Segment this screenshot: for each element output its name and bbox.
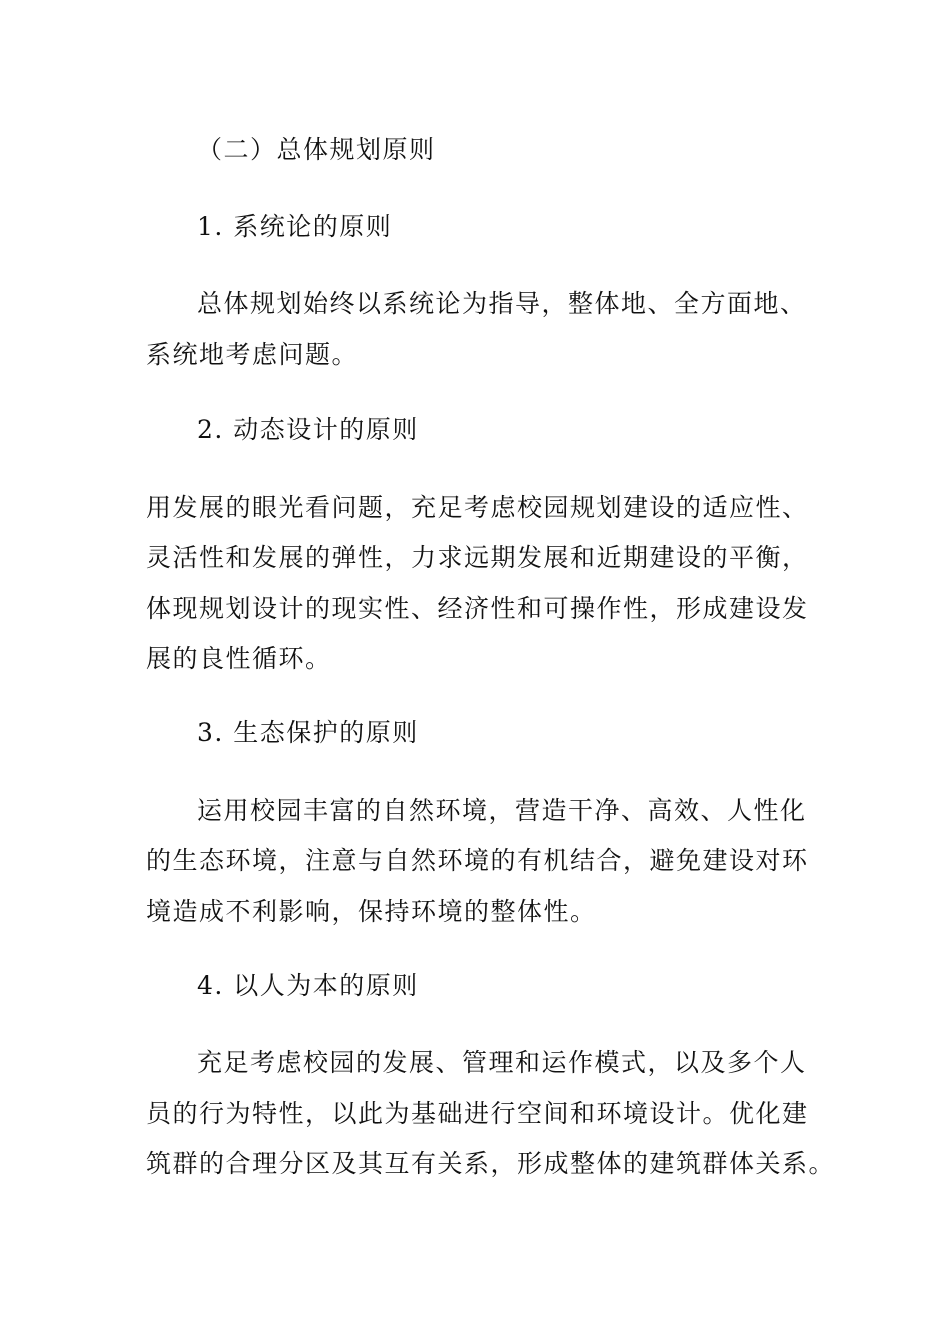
paragraph-line: 系统地考虑问题。 xyxy=(146,340,359,369)
paragraph-line: 体现规划设计的现实性、经济性和可操作性，形成建设发 xyxy=(146,594,809,623)
paragraph-line: 灵活性和发展的弹性，力求远期发展和近期建设的平衡， xyxy=(146,543,809,572)
paragraph-line: 总体规划始终以系统论为指导，整体地、全方面地、 xyxy=(197,289,807,318)
principle-title-2: 2. 动态设计的原则 xyxy=(197,415,419,444)
paragraph-line: 充足考虑校园的发展、管理和运作模式，以及多个人 xyxy=(197,1048,807,1077)
paragraph-line: 展的良性循环。 xyxy=(146,644,332,673)
paragraph-line: 员的行为特性，以此为基础进行空间和环境设计。优化建 xyxy=(146,1099,809,1128)
paragraph-line: 的生态环境，注意与自然环境的有机结合，避免建设对环 xyxy=(146,846,809,875)
principle-title-3: 3. 生态保护的原则 xyxy=(197,718,419,747)
paragraph-line: 境造成不利影响，保持环境的整体性。 xyxy=(146,897,597,926)
paragraph-line: 运用校园丰富的自然环境，营造干净、高效、人性化 xyxy=(197,796,807,825)
paragraph-line: 筑群的合理分区及其互有关系，形成整体的建筑群体关系。 xyxy=(146,1149,836,1178)
principle-title-4: 4. 以人为本的原则 xyxy=(197,971,419,1000)
paragraph-line: 用发展的眼光看问题，充足考虑校园规划建设的适应性、 xyxy=(146,493,809,522)
principle-title-1: 1. 系统论的原则 xyxy=(197,212,393,241)
section-heading: （二）总体规划原则 xyxy=(197,135,436,164)
